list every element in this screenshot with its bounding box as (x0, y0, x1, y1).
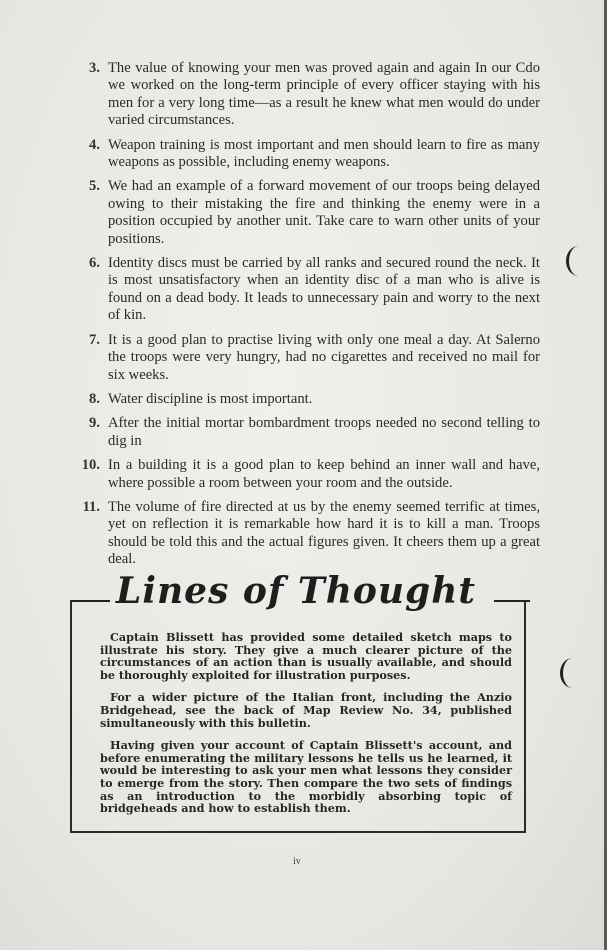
item-text: It is a good plan to practise living with only one meal a day. At Salerno the troops were very hungry, had no cigarettes and received no mail for six weeks. (108, 331, 540, 383)
item-number: 4. (89, 136, 100, 153)
list-item (60, 255, 540, 325)
box-content (100, 631, 512, 825)
item-number: 11. (82, 498, 100, 515)
box-heading: Lines of Thought (116, 570, 477, 612)
box-paragraph: Having given your account of Captain Blissett's account, and before enumerating the military lessons he tells us he learned, it would be interesting to ask your men what lessons they consider to emerge from the story. Then compare the two sets of findings as an introduction to the morbidly absorbing topic of bridgeheads and how to establish them. (100, 738, 512, 816)
list-item (60, 499, 540, 569)
list-item (60, 457, 540, 492)
item-text: The value of knowing your men was proved again and again In our Cdo we worked on the long-term principle of every officer staying with his men for a very long time—as a result he knew what men would do under varied circumstances. (108, 60, 540, 129)
punch-hole (560, 658, 585, 688)
item-number: 7. (89, 331, 100, 348)
punch-hole (566, 246, 591, 276)
list-item (60, 332, 540, 384)
item-number: 8. (89, 390, 100, 407)
item-number: 3. (89, 60, 100, 76)
item-text: The volume of fire directed at us by the enemy seemed terrific at times, yet on reflection it is remarkable how hard it is to kill a man. Troops should be told this and the actual figures given. It cheers them up a great deal. (108, 498, 540, 568)
item-number: 5. (89, 178, 100, 195)
list-item (60, 415, 540, 450)
list-item (60, 137, 540, 172)
item-number: 10. (81, 457, 100, 474)
item-text: We had an example of a forward movement of our troops being delayed owing to their mistaking the fire and thinking the enemy were in a position occupied by another unit. Take care to warn other units of your positions. (108, 178, 540, 247)
item-text: In a building it is a good plan to keep behind an inner wall and have, where possible a room between your room and the outside. (108, 457, 540, 491)
lessons-list (60, 60, 540, 576)
item-text: Weapon training is most important and men should learn to fire as many weapons as possible, including enemy weapons. (108, 136, 540, 171)
list-item (60, 60, 540, 130)
item-number: 9. (89, 415, 100, 432)
page-number: iv (293, 856, 301, 867)
box-paragraph: For a wider picture of the Italian front, including the Anzio Bridgehead, see the back of Map Review No. 34, published simultaneously with this bulletin. (100, 690, 512, 730)
item-text: Identity discs must be carried by all ranks and secured round the neck. It is most unsatisfactory when an identity disc of a man who is alive is found on a dead body. It leads to unnecessary pain and worry to the next of kin. (108, 255, 540, 324)
list-item (60, 391, 540, 408)
item-text: Water discipline is most important. (108, 390, 313, 407)
box-paragraph: Captain Blissett has provided some detailed sketch maps to illustrate his story. They give a much clearer picture of the circumstances of an action than is usually available, and should be thoroughly exploited for illustration purposes. (100, 630, 512, 682)
list-item (60, 178, 540, 248)
item-number: 6. (89, 255, 100, 272)
item-text: After the initial mortar bombardment troops needed no second telling to dig in (108, 415, 540, 449)
